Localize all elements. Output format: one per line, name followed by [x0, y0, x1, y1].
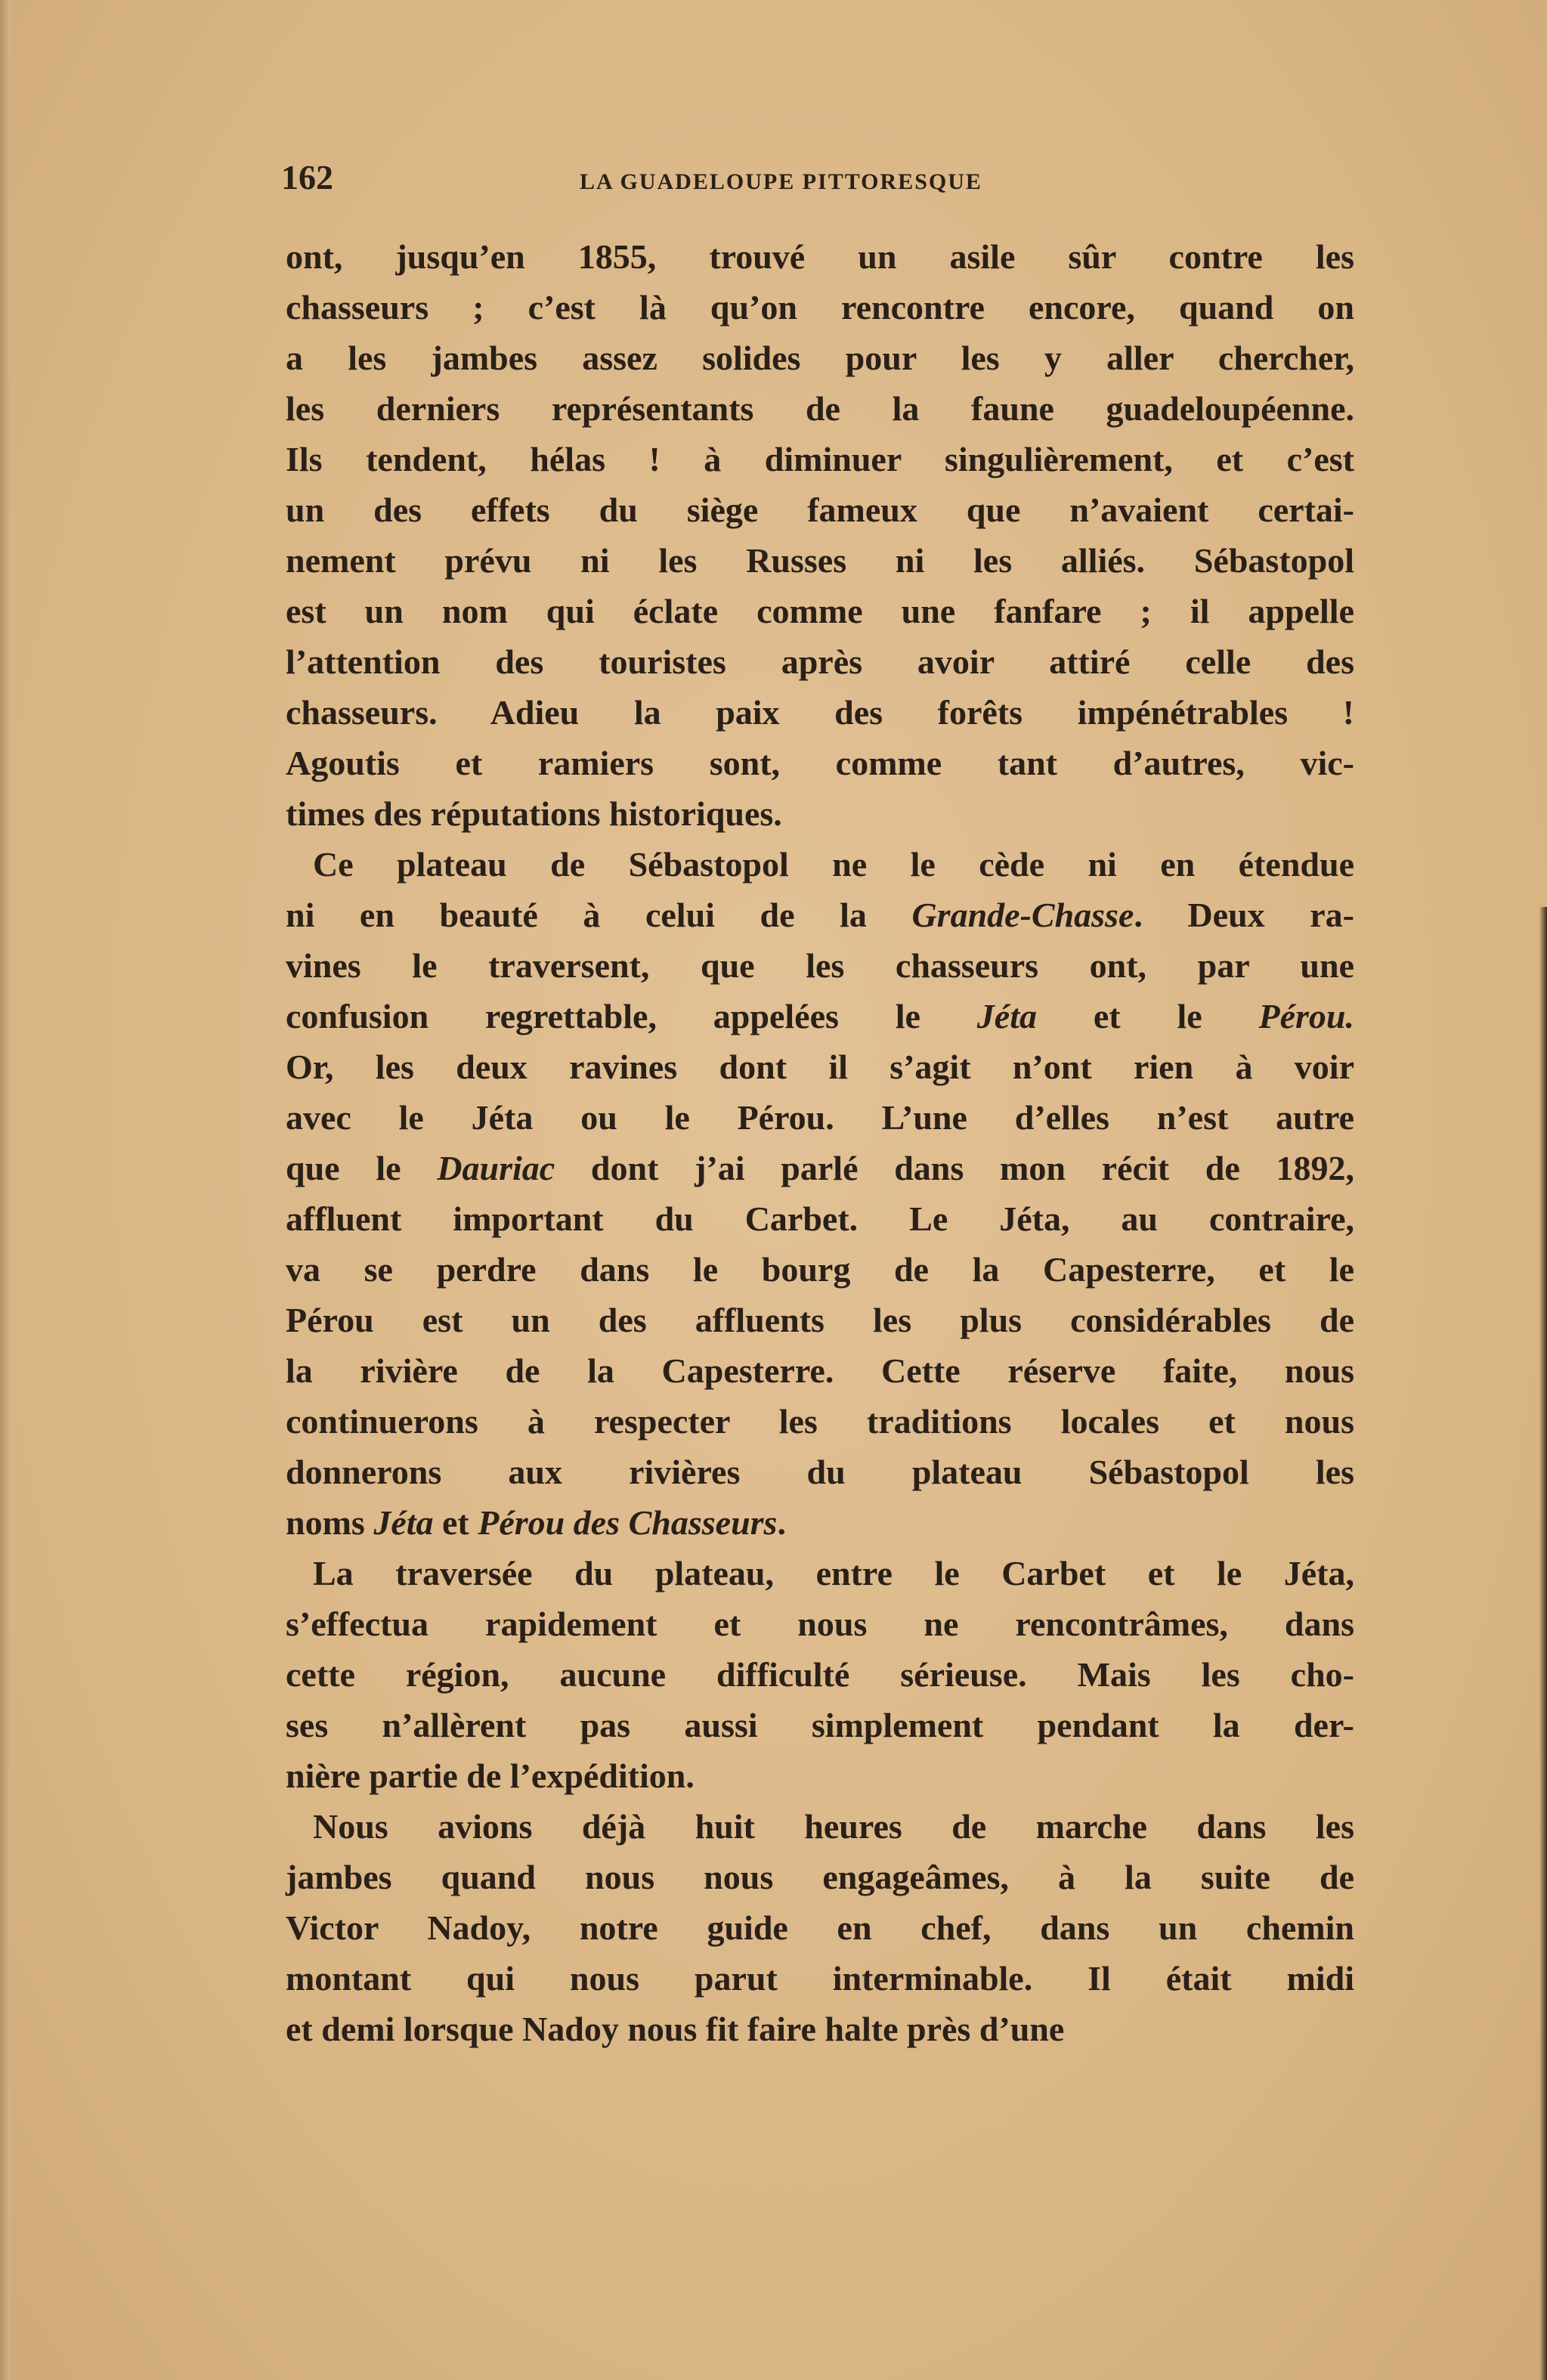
text-line: [286, 535, 1354, 586]
text-span: Nous avions déjà huit heures de marche dans les: [313, 1807, 1354, 1846]
text-span: a les jambes assez solides pour les y aller chercher,: [286, 339, 1354, 377]
text-line: [286, 484, 1354, 535]
text-line: [286, 1548, 1354, 1599]
text-line: [286, 1447, 1354, 1497]
text-span: cette région, aucune difficulté sérieuse. Mais les cho-: [286, 1655, 1354, 1694]
text-line: [286, 1599, 1354, 1649]
italic-text: Jéta: [976, 997, 1037, 1035]
text-line: [286, 1902, 1354, 1953]
text-line: [286, 282, 1354, 333]
text-line: [286, 788, 1354, 839]
text-line: [286, 1396, 1354, 1447]
text-span: les derniers représentants de la faune guadeloupéenne.: [286, 389, 1354, 428]
page-left-edge: [0, 0, 11, 2380]
text-span: continuerons à respecter les traditions locales et nous: [286, 1402, 1354, 1441]
text-span: jambes quand nous nous engageâmes, à la suite de: [286, 1858, 1354, 1896]
text-line: [286, 991, 1354, 1041]
text-line: [286, 636, 1354, 687]
text-line: [286, 1244, 1354, 1295]
text-span: dont j’ai parlé dans mon récit de 1892,: [555, 1149, 1355, 1187]
page-number: 162: [281, 158, 333, 197]
text-span: confusion regrettable, appelées le: [286, 997, 977, 1035]
text-span: nière partie de l’expédition.: [286, 1756, 695, 1795]
text-line: [286, 1852, 1354, 1902]
body-text: [286, 231, 1354, 2054]
text-line: [286, 1143, 1354, 1193]
text-span: ni en beauté à celui de la: [286, 896, 912, 934]
paragraph: [286, 839, 1354, 1548]
italic-text: Grande-Chasse: [911, 896, 1134, 934]
text-line: [286, 2004, 1354, 2054]
text-span: Pérou est un des affluents les plus considérables de: [286, 1301, 1354, 1339]
page-header: [281, 157, 1354, 203]
text-span: est un nom qui éclate comme une fanfare ; il appelle: [286, 592, 1354, 630]
text-span: Ce plateau de Sébastopol ne le cède ni en étendue: [313, 845, 1354, 884]
text-span: .: [777, 1503, 786, 1542]
text-line: [286, 1953, 1354, 2004]
italic-text: Jéta: [373, 1503, 434, 1542]
text-span: et demi lorsque Nadoy nous fit faire halte près d’une: [286, 2010, 1065, 2048]
text-span: Victor Nadoy, notre guide en chef, dans un chemin: [286, 1908, 1354, 1947]
text-span: nement prévu ni les Russes ni les alliés. Sébastopol: [286, 541, 1354, 580]
text-line: [286, 1041, 1354, 1092]
text-line: [286, 687, 1354, 738]
text-span: l’attention des touristes après avoir attiré celle des: [286, 642, 1354, 681]
text-line: [286, 434, 1354, 484]
text-span: Ils tendent, hélas ! à diminuer singulièrement, et c’est: [286, 440, 1354, 478]
text-line: [286, 839, 1354, 890]
italic-text: Pérou.: [1258, 997, 1354, 1035]
paragraph: [286, 231, 1354, 839]
text-span: affluent important du Carbet. Le Jéta, au contraire,: [286, 1199, 1354, 1238]
text-line: [286, 890, 1354, 940]
text-span: s’effectua rapidement et nous ne rencontrâmes, dans: [286, 1605, 1354, 1643]
text-span: montant qui nous parut interminable. Il était midi: [286, 1959, 1354, 1998]
text-span: et le: [1037, 997, 1259, 1035]
italic-text: Dauriac: [437, 1149, 555, 1187]
text-span: un des effets du siège fameux que n’avaient certai-: [286, 491, 1354, 529]
text-line: [286, 231, 1354, 282]
text-span: va se perdre dans le bourg de la Capesterre, et le: [286, 1250, 1354, 1289]
italic-text: Pérou des Chasseurs: [478, 1503, 778, 1542]
paragraph: [286, 1801, 1354, 2054]
running-title: LA GUADELOUPE PITTORESQUE: [580, 169, 982, 194]
paragraph: [286, 1548, 1354, 1801]
text-line: [286, 1193, 1354, 1244]
text-span: que le: [286, 1149, 438, 1187]
text-span: ont, jusqu’en 1855, trouvé un asile sûr contre les: [286, 237, 1354, 276]
text-span: Agoutis et ramiers sont, comme tant d’autres, vic-: [286, 744, 1354, 782]
text-line: [286, 383, 1354, 434]
text-span: Or, les deux ravines dont il s’agit n’ont rien à voir: [286, 1048, 1354, 1086]
text-span: chasseurs ; c’est là qu’on rencontre encore, quand on: [286, 288, 1354, 327]
text-line: [286, 1649, 1354, 1700]
text-span: . Deux ra-: [1134, 896, 1354, 934]
text-line: [286, 738, 1354, 788]
text-line: [286, 1700, 1354, 1750]
text-span: et: [433, 1503, 478, 1542]
text-span: vines le traversent, que les chasseurs ont, par une: [286, 946, 1354, 985]
text-span: avec le Jéta ou le Pérou. L’une d’elles n’est autre: [286, 1098, 1354, 1137]
text-line: [286, 1345, 1354, 1396]
text-span: ses n’allèrent pas aussi simplement pendant la der-: [286, 1706, 1354, 1744]
text-line: [286, 333, 1354, 383]
text-line: [286, 586, 1354, 636]
text-span: chasseurs. Adieu la paix des forêts impénétrables !: [286, 693, 1354, 732]
text-line: [286, 940, 1354, 991]
text-line: [286, 1497, 1354, 1548]
text-span: times des réputations historiques.: [286, 794, 782, 833]
text-line: [286, 1750, 1354, 1801]
text-span: la rivière de la Capesterre. Cette réserve faite, nous: [286, 1351, 1354, 1390]
text-line: [286, 1092, 1354, 1143]
text-span: donnerons aux rivières du plateau Sébastopol les: [286, 1453, 1354, 1491]
text-line: [286, 1295, 1354, 1345]
page-right-edge: [1539, 907, 1547, 2380]
text-span: La traversée du plateau, entre le Carbet et le Jéta,: [313, 1554, 1354, 1592]
text-span: noms: [286, 1503, 374, 1542]
text-line: [286, 1801, 1354, 1852]
